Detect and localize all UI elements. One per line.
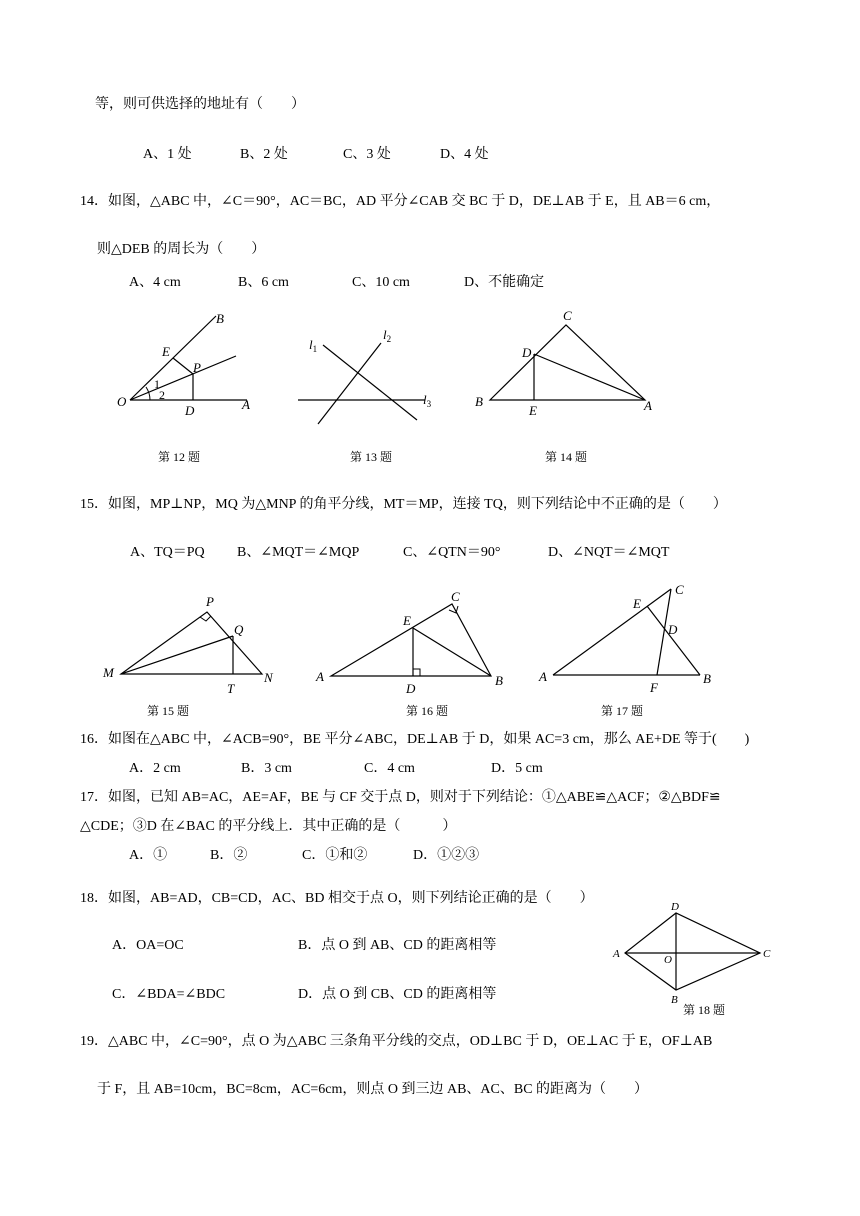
fig18-label-a: A	[613, 948, 620, 960]
fig18-label-b: B	[671, 994, 678, 1006]
fig14-label-d: D	[522, 345, 532, 360]
fig14-label-e: E	[529, 403, 537, 418]
q18-option-b: B．点 O 到 AB、CD 的距离相等	[298, 938, 497, 953]
q16-option-b: B．3 cm	[241, 761, 292, 776]
q17-line1: 17．如图，已知 AB=AC，AE=AF，BE 与 CF 交于点 D，则对于下列结论：①△ABE≌△ACF；②△BDF≌	[80, 790, 721, 805]
q16-option-c: C．4 cm	[364, 761, 415, 776]
fig16-label-c: C	[451, 589, 460, 604]
q18-option-c: C．∠BDA=∠BDC	[112, 987, 226, 1002]
q15-option-d: D、∠NQT＝∠MQT	[548, 545, 670, 560]
fig18-label-c: C	[763, 948, 771, 960]
fig13-label-l3: $l_3$	[423, 392, 432, 409]
q18-line1: 18．如图，AB=AD，CB=CD，AC、BD 相交于点 O，则下列结论正确的是（ ）	[80, 891, 594, 906]
q18-option-d: D．点 O 到 CB、CD 的距离相等	[298, 987, 497, 1002]
fig14-caption: 第 14 题	[545, 450, 588, 464]
fig15-label-n: N	[264, 670, 273, 685]
fig15-label-m: M	[103, 665, 114, 680]
fig17-label-f: F	[650, 680, 658, 695]
q16-line1: 16．如图在△ABC 中，∠ACB=90°，BE 平分∠ABC，DE⊥AB 于 D，如果 AC=3 cm，那么 AE+DE 等于( )	[80, 732, 750, 747]
fig14-label-b: B	[475, 394, 483, 409]
fig17-caption: 第 17 题	[601, 704, 644, 718]
fig12-label-e: E	[162, 344, 170, 359]
q14-option-a: A、4 cm	[129, 275, 181, 290]
fig13-label-l1: $l_1$	[309, 337, 318, 354]
q18-option-a: A．OA=OC	[112, 938, 184, 953]
q13-option-c: C、3 处	[343, 147, 391, 162]
q15-option-a: A、TQ＝PQ	[130, 545, 205, 560]
q15-option-b: B、∠MQT＝∠MQP	[237, 545, 360, 560]
fig15-label-q: Q	[234, 622, 244, 637]
fig13-caption: 第 13 题	[350, 450, 393, 464]
q17-line2: △CDE；③D 在∠BAC 的平分线上．其中正确的是（ ）	[80, 819, 457, 834]
fig17-label-b: B	[703, 671, 711, 686]
fig14-label-a: A	[644, 398, 652, 413]
q13-option-a: A、1 处	[143, 147, 192, 162]
fig17-label-a: A	[539, 669, 547, 684]
fig16-label-d: D	[406, 681, 416, 696]
fig17-label-e: E	[633, 596, 641, 611]
q17-option-a: A．①	[129, 848, 168, 863]
q17-option-d: D．①②③	[413, 848, 480, 863]
fig17-label-d: D	[668, 622, 678, 637]
fig18-caption: 第 18 题	[683, 1003, 726, 1017]
q13-tail: 等，则可供选择的地址有（ ）	[95, 97, 305, 112]
q14-option-c: C、10 cm	[352, 275, 410, 290]
q13-option-d: D、4 处	[440, 147, 489, 162]
fig16-label-a: A	[316, 669, 324, 684]
fig15-caption: 第 15 题	[147, 704, 190, 718]
q15-line1: 15．如图，MP⊥NP，MQ 为△MNP 的角平分线，MT＝MP，连接 TQ，则下列结论中不正确的是（ ）	[80, 497, 727, 512]
fig16-label-b: B	[495, 673, 503, 688]
q14-option-b: B、6 cm	[238, 275, 289, 290]
fig12-label-b: B	[216, 311, 224, 326]
fig12-label-p: P	[193, 360, 201, 375]
fig12-label-d: D	[185, 403, 195, 418]
q19-line1: 19．△ABC 中，∠C=90°，点 O 为△ABC 三条角平分线的交点，OD⊥BC 于 D，OE⊥AC 于 E，OF⊥AB	[80, 1034, 713, 1049]
fig12-label-1: 1	[154, 377, 160, 391]
q15-option-c: C、∠QTN＝90°	[403, 545, 501, 560]
fig13-label-l2: $l_2$	[383, 327, 392, 344]
fig18-label-d: D	[671, 901, 679, 913]
fig17-label-c: C	[675, 582, 684, 597]
q16-option-a: A．2 cm	[129, 761, 181, 776]
fig14-label-c: C	[563, 308, 572, 323]
fig12-label-a: A	[242, 397, 250, 412]
fig15-label-p: P	[206, 594, 214, 609]
fig12-label-o: O	[117, 394, 127, 409]
fig12-label-2: 2	[159, 388, 165, 402]
fig18-label-o: O	[664, 954, 672, 966]
q14-line2: 则△DEB 的周长为（ ）	[97, 242, 266, 257]
fig15-label-t: T	[227, 681, 235, 696]
q14-line1: 14．如图，△ABC 中，∠C＝90°，AC＝BC，AD 平分∠CAB 交 BC 于 D，DE⊥AB 于 E，且 AB＝6 cm，	[80, 194, 721, 209]
q16-option-d: D．5 cm	[491, 761, 543, 776]
fig16-label-e: E	[403, 613, 411, 628]
q14-option-d: D、不能确定	[464, 275, 545, 290]
fig12-caption: 第 12 题	[158, 450, 201, 464]
q19-line2: 于 F，且 AB=10cm，BC=8cm，AC=6cm，则点 O 到三边 AB、AC、BC 的距离为（ ）	[97, 1082, 649, 1097]
q13-option-b: B、2 处	[240, 147, 288, 162]
fig16-caption: 第 16 题	[406, 704, 449, 718]
q17-option-b: B．②	[210, 848, 248, 863]
q17-option-c: C．①和②	[302, 848, 368, 863]
